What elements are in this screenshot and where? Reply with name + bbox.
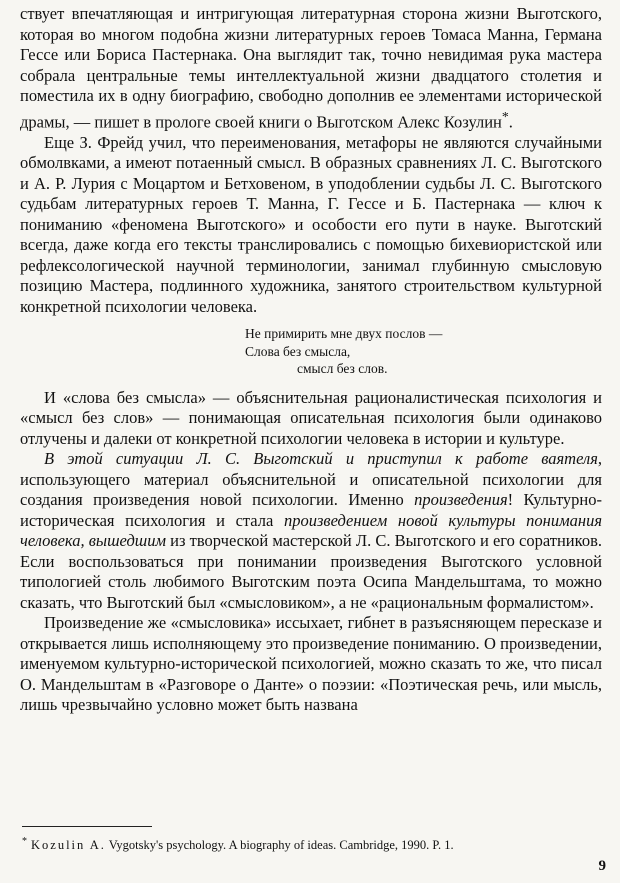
paragraph-1-text: ствует впечатляющая и интригующая литературная сторона жизни Выготского, которая во многом подобна жизни литературных героев Томаса Манна, Германа Гессе или Бориса Пастернака. Она выглядит так, точно невидимая рука мастера собрала центральные темы интеллектуальной жизни двадцатого столетия и поместила их в одну биографию, свободно дополнив ее элементами исторической драмы, — пишет в прологе своей книги о Выготском Алекс Козулин [20, 4, 602, 131]
paragraph-4-italic: произведением новой культуры понимания человека, вышедшим [20, 510, 602, 550]
paragraph-4-italic: В этой ситуации Л. С. Выготский и приступил к работе ваятеля [44, 449, 598, 468]
footnote-divider [22, 826, 152, 827]
paragraph-4 [20, 449, 602, 613]
footnote-text: Vygotsky's psychology. A biography of ideas. Cambridge, 1990. P. 1. [108, 838, 454, 853]
paragraph-5: Произведение же «смысловика» иссыхает, гибнет в разъясняющем пересказе и открывается лишь исполняющему это произведение пониманию. О произведении, именуемом культурно-исторической психологией, можно сказать то же, что писал О. Мандельштам в «Разговоре о Данте» о поэзии: «Поэтическая речь, или мысль, лишь чрезвычайно условно может быть названа [20, 613, 602, 714]
paragraph-4-text: ! Культурно-историческая психология и стала [20, 490, 603, 530]
paragraph-1-end: . [508, 112, 513, 131]
footnote-mark: * [22, 836, 27, 847]
paragraph-3: И «слова без смысла» — объяснительная рационалистическая психология и «смысл без слов» — понимающая описательная психология были одинаково отлучены и далеки от конкретной психологии человека в истории и культуре. [20, 387, 602, 448]
page-number: 9 [598, 858, 606, 874]
poem-line: Слова без смысла, [245, 343, 351, 359]
poem-line: Не примирить мне двух послов — [245, 326, 443, 341]
paragraph-4-italic: произведения [414, 490, 508, 509]
paragraph-2: Еще З. Фрейд учил, что переименования, метафоры не являются случайными обмолвками, а имеют потаенный смысл. В образных сравнениях Л. С. Выготского и А. Р. Лурия с Моцартом и Бетховеном, в уподоблении судьбы Л. С. Выготского судьбам литературных героев Т. Манна, Г. Гессе и Б. Пастернака — ключ к пониманию «феномена Выготского» и особости его пути в науке. Выготский всегда, даже когда его тексты транслировались с помощью бихевиористской или рефлексологической научной терминологии, занимал глубинную смысловую позицию Мастера, подлинного художника, занятого строительством культурной конкретной психологии человека. [20, 132, 602, 316]
paragraph-4-text: , использующего материал объяснительной и описательной психологии для создания произведения новой психологии. Именно [20, 449, 602, 509]
footnote [22, 836, 454, 853]
poem-line: смысл без слов. [297, 361, 388, 376]
paragraph-4-text: из творческой мастерской Л. С. Выготского и его соратников. Если воспользоваться при понимании произведения Выготского условной типологией столь любимого Выготским поэта Осипа Мандельштама, то можно сказать, что Выготский был «смысловиком», а не «рациональным формалистом». [20, 531, 602, 612]
page-body [20, 4, 602, 716]
footnote-author: Kozulin A. [31, 838, 106, 853]
paragraph-1 [20, 4, 602, 133]
footnote-reference[interactable]: * [501, 108, 509, 124]
poem-epigraph [245, 325, 602, 378]
